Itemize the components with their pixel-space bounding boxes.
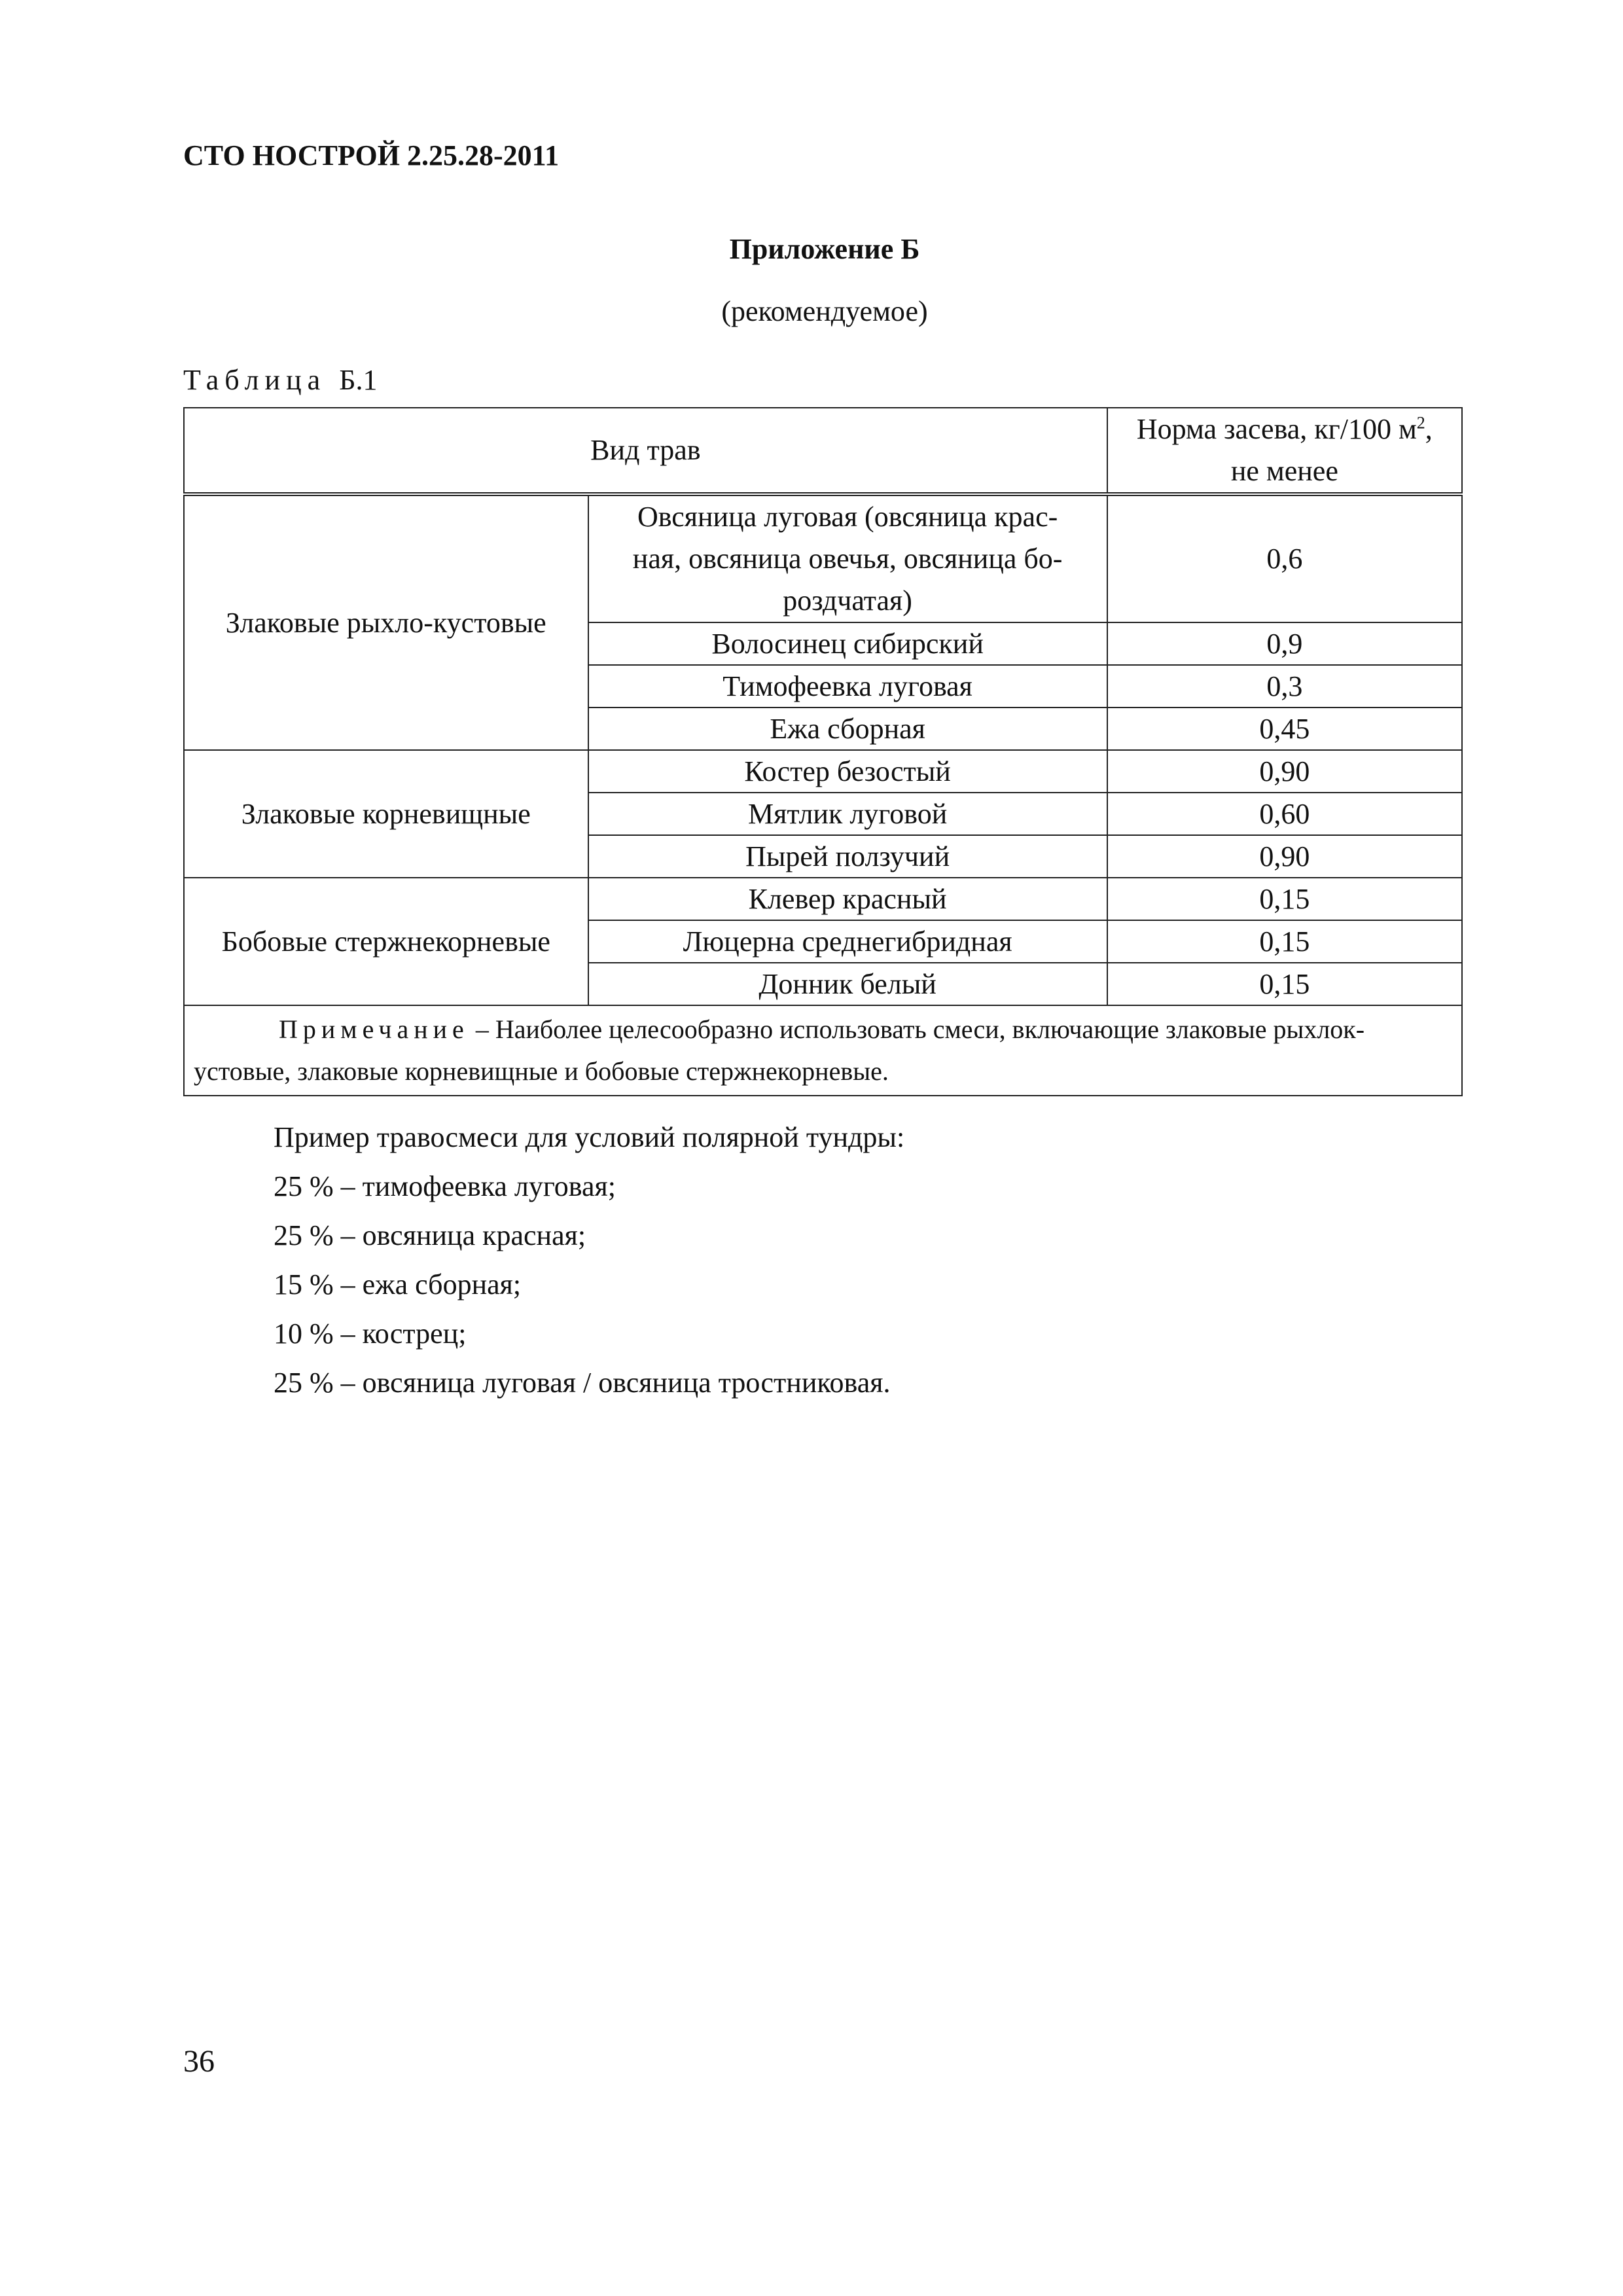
header-rate-superscript: 2 <box>1416 413 1425 433</box>
header-grass-type: Вид трав <box>184 408 1107 494</box>
example-item: 15 % – ежа сборная; <box>274 1268 522 1300</box>
appendix-subtitle: (рекомендуемое) <box>721 295 928 327</box>
appendix-title: Приложение Б <box>729 233 920 265</box>
example-item: 25 % – тимофеевка луговая; <box>274 1170 616 1202</box>
example-intro: Пример травосмеси для условий полярной тундры: <box>274 1121 905 1153</box>
table-caption-label: Таблица <box>183 364 327 396</box>
rate-cell: 0,90 <box>1107 835 1462 878</box>
rate-cell: 0,9 <box>1107 622 1462 665</box>
species-cell: Волосинец сибирский <box>588 622 1107 665</box>
example-item: 10 % – кострец; <box>274 1318 467 1350</box>
species-cell: Пырей ползучий <box>588 835 1107 878</box>
rate-cell: 0,15 <box>1107 878 1462 920</box>
note-label: Примечание <box>279 1014 469 1044</box>
rate-cell: 0,6 <box>1107 494 1462 622</box>
rate-cell: 0,15 <box>1107 920 1462 963</box>
rate-cell: 0,3 <box>1107 665 1462 708</box>
note-text: – Наиболее целесообразно использовать смеси, включающие злаковые рыхлок-устовые, злаковые корневищные и бобовые стержнекорневые. <box>194 1014 1365 1086</box>
example-item: 25 % – овсяница луговая / овсяница тростниковая. <box>274 1367 891 1399</box>
rate-cell: 0,15 <box>1107 963 1462 1005</box>
species-cell: Овсяница луговая (овсяница крас- ная, овсяница овечья, овсяница бо- роздчатая) <box>588 494 1107 622</box>
example-mix <box>274 1113 904 1407</box>
table-note <box>184 1005 1462 1096</box>
table-caption-number: Б.1 <box>339 364 378 396</box>
header-rate-text: Норма засева, кг/100 м <box>1136 413 1417 445</box>
rate-cell: 0,60 <box>1107 793 1462 835</box>
rate-cell: 0,45 <box>1107 708 1462 750</box>
seeding-rate-table <box>183 407 1463 1096</box>
group-cell: Злаковые корневищные <box>184 750 588 878</box>
species-cell: Тимофеевка луговая <box>588 665 1107 708</box>
species-cell: Ежа сборная <box>588 708 1107 750</box>
species-cell: Костер безостый <box>588 750 1107 793</box>
page-number: 36 <box>183 2044 215 2079</box>
example-item: 25 % – овсяница красная; <box>274 1219 586 1251</box>
group-cell: Бобовые стержнекорневые <box>184 878 588 1005</box>
species-cell: Донник белый <box>588 963 1107 1005</box>
species-cell: Мятлик луговой <box>588 793 1107 835</box>
table-caption <box>183 363 377 397</box>
species-cell: Люцерна среднегибридная <box>588 920 1107 963</box>
header-rate-comma: , <box>1425 413 1433 445</box>
document-code: СТО НОСТРОЙ 2.25.28-2011 <box>183 139 560 171</box>
header-rate-line2: не менее <box>1230 455 1338 487</box>
species-cell: Клевер красный <box>588 878 1107 920</box>
header-seeding-rate <box>1107 408 1462 494</box>
rate-cell: 0,90 <box>1107 750 1462 793</box>
group-cell: Злаковые рыхло-кустовые <box>184 494 588 750</box>
